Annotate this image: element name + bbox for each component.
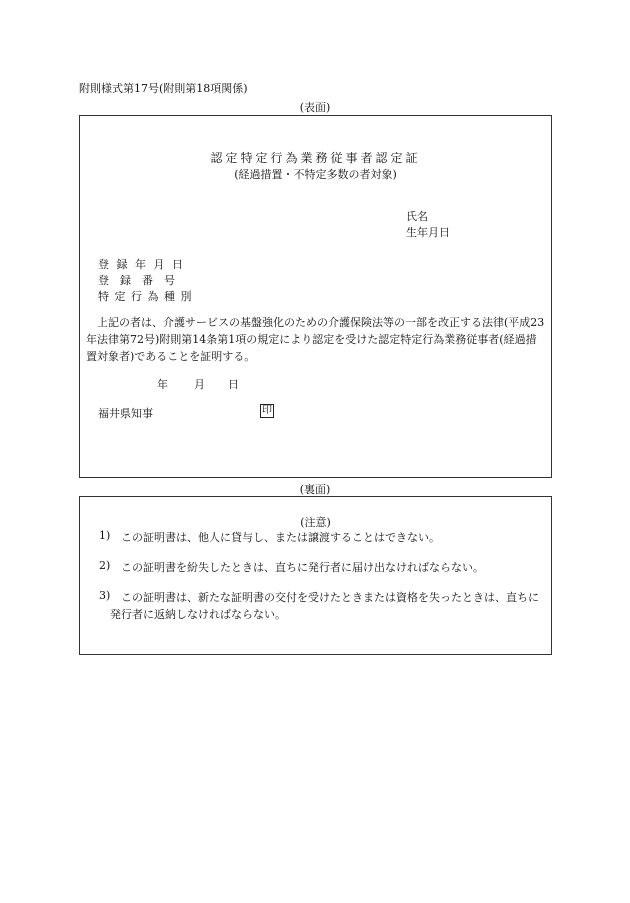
certificate-subtitle: (経過措置・不特定多数の者対象): [234, 168, 397, 181]
date-day: 日: [228, 378, 239, 391]
back-label: (裏面): [299, 483, 331, 496]
specified-act-type-label: 特 定 行 為 種 別: [98, 290, 193, 303]
name-label: 氏名: [406, 210, 428, 223]
note-3-text: この証明書は、新たな証明書の交付を受けたときまたは資格を失ったときは、直ちに発行者に返納しなければならない。: [110, 591, 539, 621]
date-year: 年: [157, 378, 168, 391]
front-certificate-box: [79, 115, 552, 478]
seal-mark: 印: [262, 405, 272, 416]
back-notes-box: [79, 496, 552, 655]
note-2-text: この証明書を紛失したときは、直ちに発行者に届け出なければならない。: [121, 561, 484, 574]
issuer-name: 福井県知事: [98, 407, 153, 420]
front-label: (表面): [299, 101, 331, 114]
note-2-number: 2): [99, 559, 111, 572]
notes-title: (注意): [300, 516, 331, 529]
birth-date-label: 生年月日: [406, 226, 450, 239]
form-number: 附則様式第17号(附則第18項関係): [79, 82, 248, 95]
certification-text: 上記の者は、介護サービスの基盤強化のための介護保険法等の一部を改正する法律(平成23年法律第72号)附則第14条第1項の規定により認定を受けた認定特定行為業務従事者(経過措置対象者)であることを証明する。: [86, 316, 545, 363]
registration-number-label: 登 録 番 号: [98, 274, 175, 287]
note-1-text: この証明書は、他人に貸与し、または譲渡することはできない。: [121, 531, 440, 544]
registration-date-label: 登 録 年 月 日: [98, 258, 185, 271]
date-month: 月: [194, 378, 205, 391]
note-3-number: 3): [99, 589, 111, 602]
certificate-title: 認定特定行為業務従事者認定証: [210, 151, 421, 165]
note-1-number: 1): [99, 529, 111, 542]
